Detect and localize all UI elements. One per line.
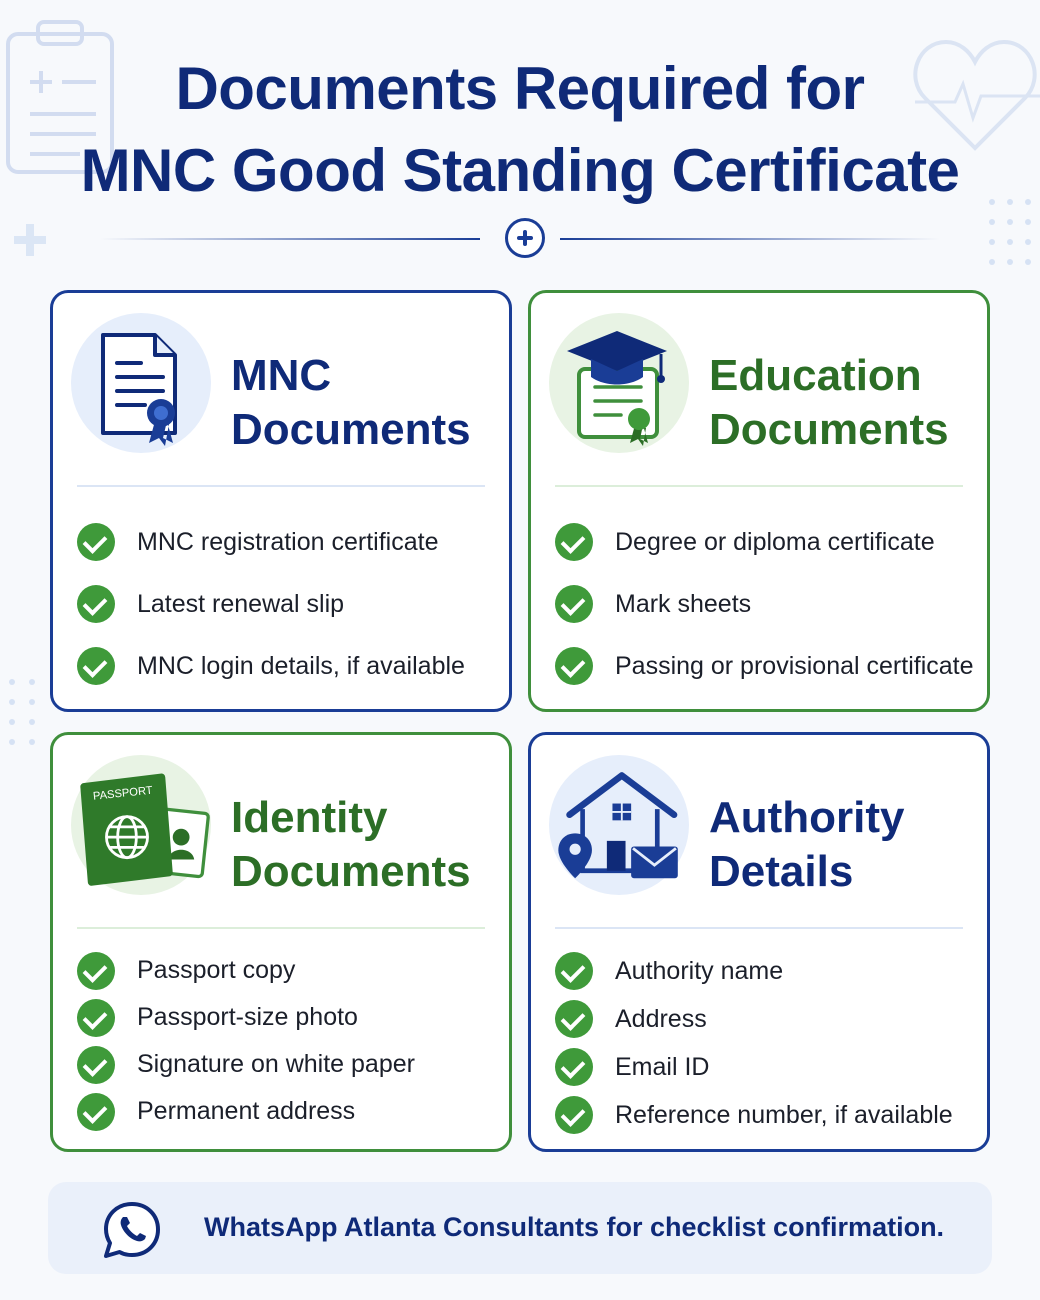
plus-circle-icon xyxy=(505,218,545,258)
divider-line-left xyxy=(100,238,480,240)
checklist xyxy=(555,947,953,1139)
check-icon xyxy=(555,647,593,685)
item-label: Signature on white paper xyxy=(137,1050,415,1078)
passport-icon xyxy=(71,755,211,895)
item-label: Passport copy xyxy=(137,956,296,984)
list-item xyxy=(77,573,465,635)
check-icon xyxy=(555,952,593,990)
item-label: Reference number, if available xyxy=(615,1100,953,1129)
list-item xyxy=(77,1041,415,1088)
house-mail-icon xyxy=(549,755,689,895)
list-item xyxy=(555,995,953,1043)
list-item xyxy=(555,573,974,635)
card-separator xyxy=(77,927,485,929)
card-authority-details xyxy=(528,732,990,1152)
item-label: Latest renewal slip xyxy=(137,589,345,618)
heading-line-1: MNC xyxy=(231,351,332,400)
item-label: Degree or diploma certificate xyxy=(615,527,935,556)
title-line-2: MNC Good Standing Certificate xyxy=(80,137,960,204)
heading-line-1: Authority xyxy=(709,793,905,842)
list-item xyxy=(555,1043,953,1091)
checklist xyxy=(77,947,415,1135)
graduation-cap-icon xyxy=(549,313,689,453)
list-item xyxy=(555,1091,953,1139)
item-label: Address xyxy=(615,1004,707,1033)
check-icon xyxy=(77,1093,115,1131)
passport-label: PASSPORT xyxy=(92,784,154,803)
card-heading xyxy=(709,791,905,899)
item-label: MNC login details, if available xyxy=(137,651,465,680)
title-line-1: Documents Required for xyxy=(175,55,865,122)
item-label: Authority name xyxy=(615,956,784,985)
card-education-documents xyxy=(528,290,990,712)
certificate-icon xyxy=(71,313,211,453)
item-label: Mark sheets xyxy=(615,589,752,618)
footer-text: WhatsApp Atlanta Consultants for checklist confirmation. xyxy=(204,1212,945,1242)
heading-line-2: Documents xyxy=(709,405,949,454)
title-divider xyxy=(100,238,940,240)
card-separator xyxy=(555,927,963,929)
check-icon xyxy=(77,647,115,685)
card-heading xyxy=(709,349,949,457)
list-item xyxy=(555,511,974,573)
list-item xyxy=(555,947,953,995)
heading-line-1: Identity xyxy=(231,793,388,842)
heading-line-2: Documents xyxy=(231,847,471,896)
item-label: Email ID xyxy=(615,1052,710,1081)
check-icon xyxy=(77,999,115,1037)
item-label: Passing or provisional certificate xyxy=(615,651,974,680)
check-icon xyxy=(77,952,115,990)
card-heading xyxy=(231,349,471,457)
list-item xyxy=(77,511,465,573)
whatsapp-footer-banner[interactable] xyxy=(48,1182,992,1274)
heading-line-1: Education xyxy=(709,351,922,400)
list-item xyxy=(77,635,465,697)
checklist xyxy=(555,511,974,697)
page-title xyxy=(0,48,1040,212)
item-label: Permanent address xyxy=(137,1097,356,1125)
check-icon xyxy=(555,523,593,561)
heading-line-2: Details xyxy=(709,847,854,896)
checklist xyxy=(77,511,465,697)
check-icon xyxy=(77,585,115,623)
check-icon xyxy=(77,1046,115,1084)
list-item xyxy=(555,635,974,697)
plus-decoration-icon xyxy=(10,220,50,260)
card-separator xyxy=(77,485,485,487)
check-icon xyxy=(77,523,115,561)
check-icon xyxy=(555,1000,593,1038)
card-separator xyxy=(555,485,963,487)
whatsapp-icon xyxy=(100,1198,164,1262)
card-heading xyxy=(231,791,471,899)
check-icon xyxy=(555,1048,593,1086)
card-identity-documents xyxy=(50,732,512,1152)
card-mnc-documents xyxy=(50,290,512,712)
item-label: Passport-size photo xyxy=(137,1003,358,1031)
heading-line-2: Documents xyxy=(231,405,471,454)
check-icon xyxy=(555,1096,593,1134)
dots-decoration-icon xyxy=(6,676,46,746)
list-item xyxy=(77,947,415,994)
item-label: MNC registration certificate xyxy=(137,527,439,556)
list-item xyxy=(77,994,415,1041)
check-icon xyxy=(555,585,593,623)
list-item xyxy=(77,1088,415,1135)
divider-line-right xyxy=(560,238,940,240)
